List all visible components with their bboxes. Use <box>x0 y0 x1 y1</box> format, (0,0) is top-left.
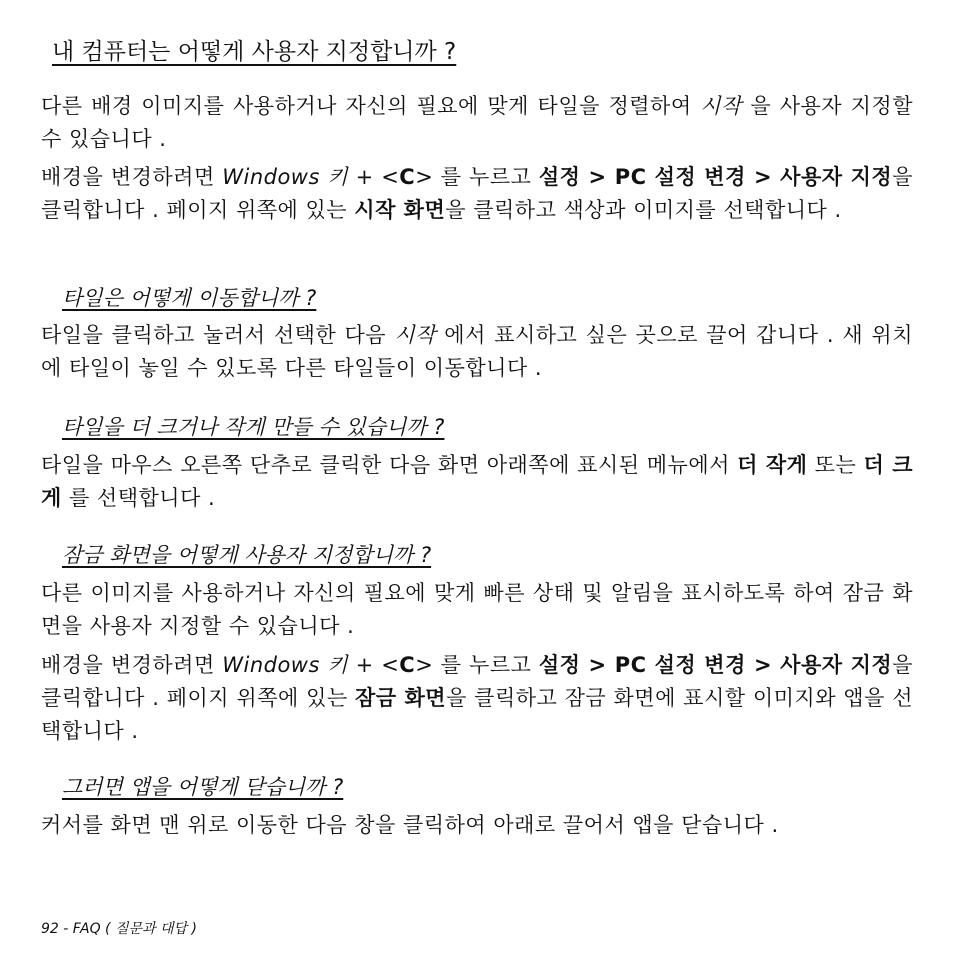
close-app-paragraph: 커서를 화면 맨 위로 이동한 다음 창을 클릭하여 아래로 끌어서 앱을 닫습니다 . <box>41 813 779 837</box>
lock-screen-background-paragraph: 배경을 변경하려면 Windows 키 + <C> 를 누르고 설정 > PC 설정 변경 > 사용자 지정을 클릭합니다 . 페이지 위쪽에 있는 잠금 화면을 클릭하고 잠금 화면에 표시할 이미지와 앱을 선택합니다 . <box>41 653 913 743</box>
start-customize-paragraph: 다른 배경 이미지를 사용하거나 자신의 필요에 맞게 타일을 정렬하여 시작 을 사용자 지정할 수 있습니다 . <box>41 94 913 151</box>
page-title: 내 컴퓨터는 어떻게 사용자 지정합니까 ? <box>52 39 457 65</box>
resize-tile-heading: 타일을 더 크거나 작게 만들 수 있습니까 ? <box>62 415 445 439</box>
page-footer: 92 - FAQ ( 질문과 대답 ) <box>41 921 197 937</box>
close-app-heading: 그러면 앱을 어떻게 닫습니까 ? <box>62 775 344 799</box>
move-tile-paragraph: 타일을 클릭하고 눌러서 선택한 다음 시작 에서 표시하고 싶은 곳으로 끌어 갑니다 . 새 위치에 타일이 놓일 수 있도록 다른 타일들이 이동합니다 . <box>41 323 913 380</box>
lock-screen-heading: 잠금 화면을 어떻게 사용자 지정합니까 ? <box>62 543 432 567</box>
start-background-paragraph: 배경을 변경하려면 Windows 키 + <C> 를 누르고 설정 > PC 설정 변경 > 사용자 지정을 클릭합니다 . 페이지 위쪽에 있는 시작 화면을 클릭하고 색상과 이미지를 선택합니다 . <box>41 165 913 222</box>
resize-tile-paragraph: 타일을 마우스 오른쪽 단추로 클릭한 다음 화면 아래쪽에 표시된 메뉴에서 더 작게 또는 더 크게 를 선택합니다 . <box>41 453 913 510</box>
move-tile-heading: 타일은 어떻게 이동합니까 ? <box>62 286 317 310</box>
lock-screen-paragraph: 다른 이미지를 사용하거나 자신의 필요에 맞게 빠른 상태 및 알림을 표시하도록 하여 잠금 화면을 사용자 지정할 수 있습니다 . <box>41 581 913 638</box>
